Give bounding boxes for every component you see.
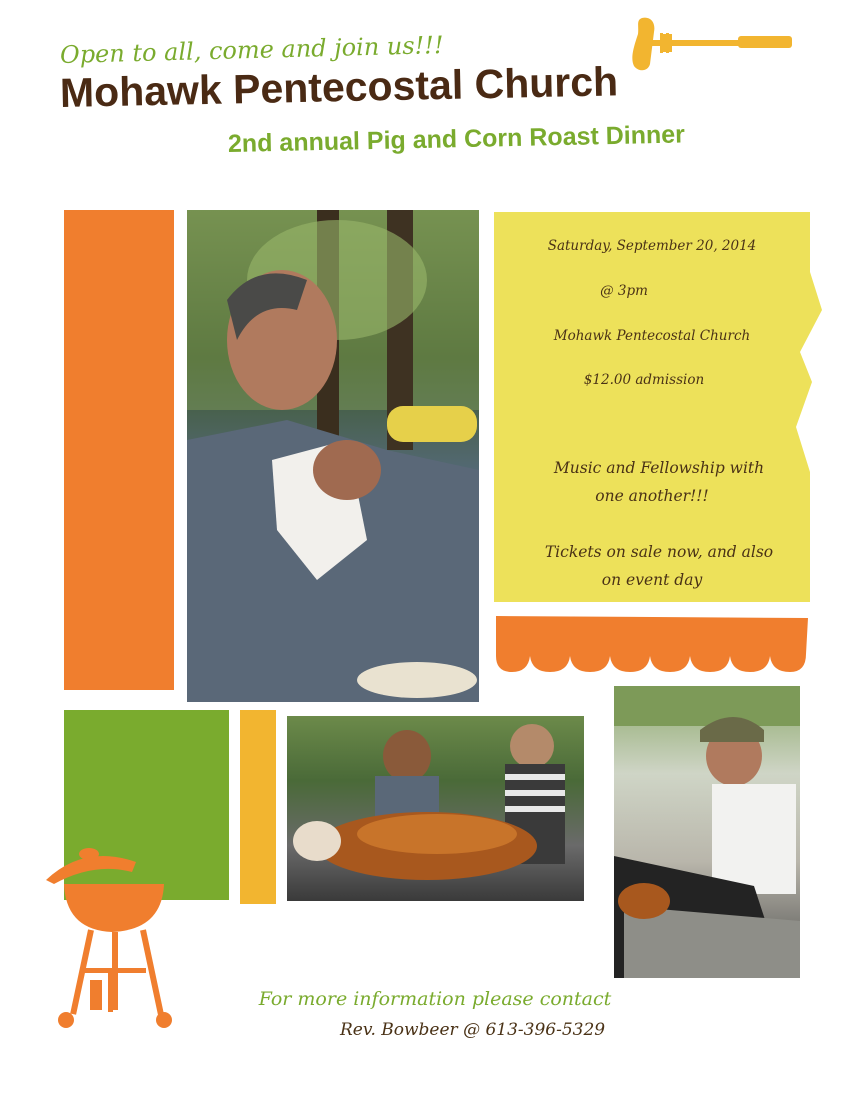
event-subtitle: 2nd annual Pig and Corn Roast Dinner <box>227 120 686 158</box>
orange-awning <box>494 616 812 680</box>
corn-dog-fork-icon <box>620 14 795 74</box>
event-location: Mohawk Pentecostal Church <box>553 328 751 344</box>
event-date: Saturday, September 20, 2014 <box>547 238 757 254</box>
contact-details: Rev. Bowbeer @ 613-396-5329 <box>340 1020 606 1040</box>
event-time: @ 3pm <box>600 283 648 299</box>
music-line-1: Music and Fellowship with <box>553 459 765 477</box>
contact-prompt: For more information please contact <box>258 988 612 1010</box>
photo-man-at-grill <box>614 686 800 978</box>
page-title: Mohawk Pentecostal Church <box>59 58 619 116</box>
music-line-2: one another!!! <box>595 487 709 505</box>
tickets-line-2: on event day <box>601 571 703 589</box>
tagline: Open to all, come and join us!!! <box>59 30 444 70</box>
photo-pig-roast <box>287 716 584 901</box>
tickets-line-1: Tickets on sale now, and also <box>544 543 774 561</box>
orange-bar <box>64 210 174 690</box>
gold-strip <box>240 710 276 904</box>
photo-man-eating-corn <box>187 210 479 702</box>
event-admission: $12.00 admission <box>583 372 705 388</box>
